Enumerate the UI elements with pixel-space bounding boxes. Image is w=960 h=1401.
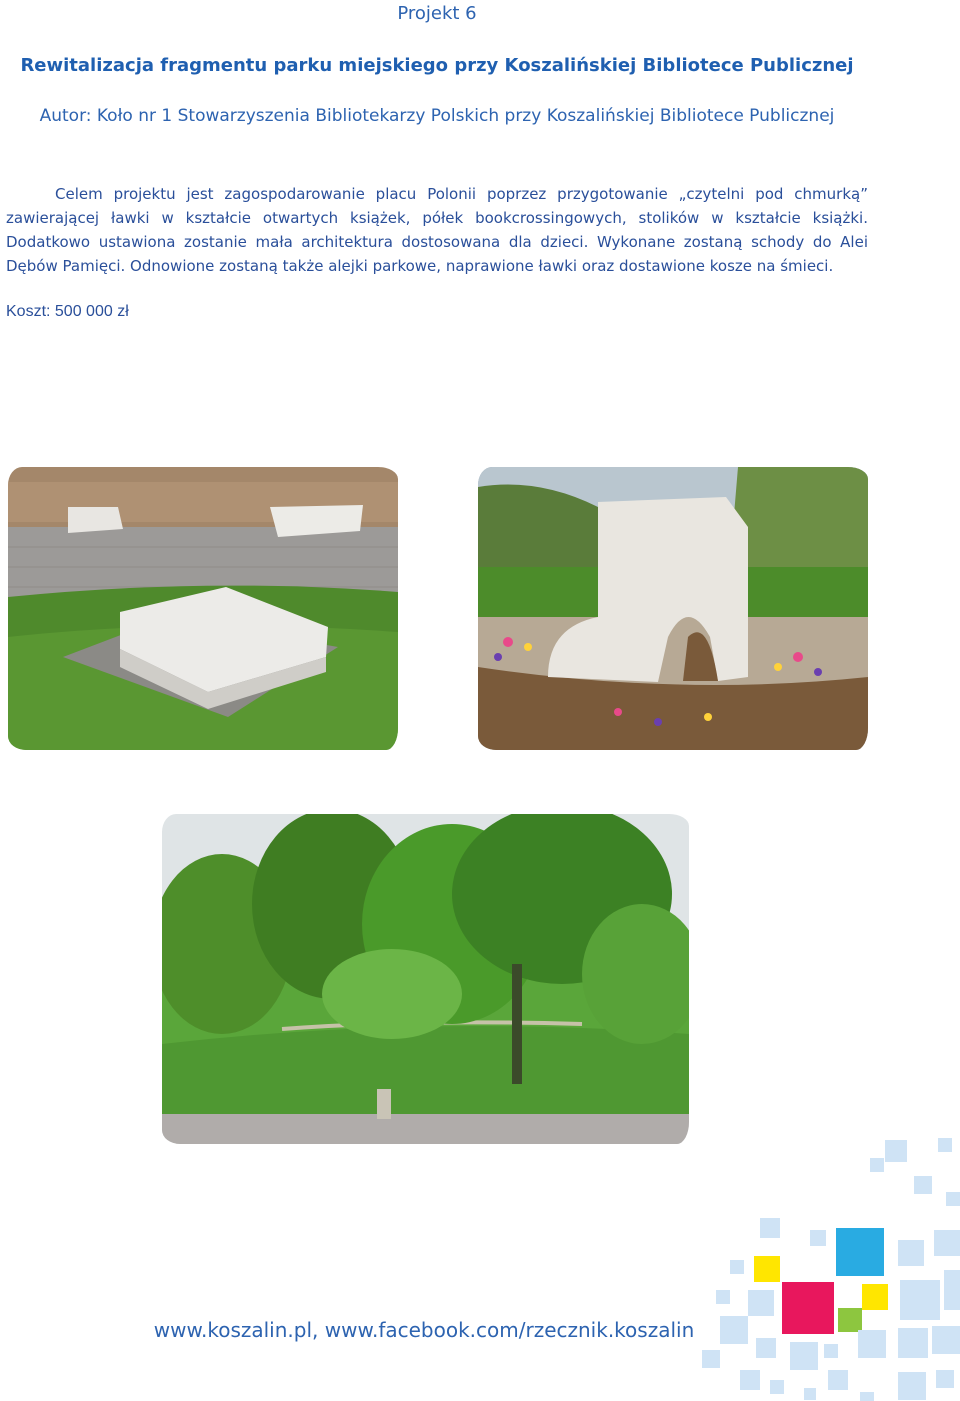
tile (760, 1218, 780, 1238)
tile (898, 1240, 924, 1266)
tile (730, 1260, 744, 1274)
project-number: Projekt 6 (397, 3, 477, 24)
tile (824, 1344, 838, 1358)
tile (898, 1328, 928, 1358)
tile (716, 1290, 730, 1304)
tile (828, 1370, 848, 1390)
tile (810, 1230, 826, 1246)
tile (858, 1330, 886, 1358)
tile (720, 1316, 748, 1344)
tile (782, 1282, 834, 1334)
tile (860, 1392, 874, 1401)
tile (900, 1280, 940, 1320)
footer-website-links: www.koszalin.pl, www.facebook.com/rzecznik.koszalin (153, 1318, 695, 1342)
tile (914, 1176, 932, 1194)
tile (938, 1138, 952, 1152)
tile (790, 1342, 818, 1370)
decorative-tile-mosaic (700, 1130, 960, 1401)
tile (748, 1290, 774, 1316)
tile (756, 1338, 776, 1358)
tile (898, 1372, 926, 1400)
tile (932, 1326, 960, 1354)
tile (936, 1370, 954, 1388)
tile (836, 1228, 884, 1276)
photo-book-benches (8, 467, 398, 750)
tile (740, 1370, 760, 1390)
photo-book-chair (478, 467, 868, 750)
tile (754, 1256, 780, 1282)
tile (885, 1140, 907, 1162)
tile (944, 1270, 960, 1310)
tile (770, 1380, 784, 1394)
project-title: Rewitalizacja fragmentu parku miejskiego przy Koszalińskiej Bibliotece Publicznej (20, 55, 854, 76)
tile (870, 1158, 884, 1172)
tile (838, 1308, 862, 1332)
photo-park-view (162, 814, 689, 1144)
tile (946, 1192, 960, 1206)
project-description: Celem projektu jest zagospodarowanie placu Polonii poprzez przygotowanie „czytelni pod chmurką” zawierającej ławki w kształcie otwartych książek, półek bookcrossingowych, stolików w kształcie książki. Dodatkowo ustawiona zostanie mała architektura dostosowana dla dzieci. Wykonane zostaną schody do Alei Dębów Pamięci. Odnowione zostaną także alejki parkowe, naprawione ławki oraz dostawione kosze na śmieci. (6, 185, 868, 275)
project-author: Autor: Koło nr 1 Stowarzyszenia Bibliotekarzy Polskich przy Koszalińskiej Bibliotece Publicznej (39, 106, 835, 126)
tile (862, 1284, 888, 1310)
project-cost: Koszt: 500 000 zł (6, 303, 129, 320)
tile (934, 1230, 960, 1256)
tile (804, 1388, 816, 1400)
tile (702, 1350, 720, 1368)
